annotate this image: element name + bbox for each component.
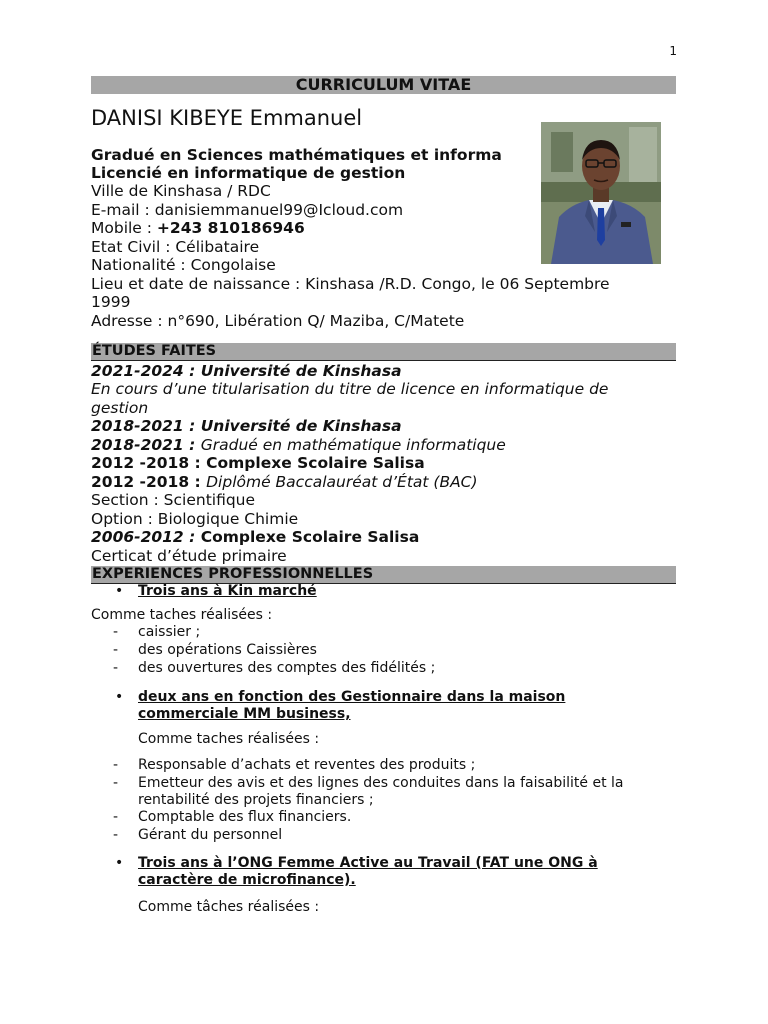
email-label: E-mail : bbox=[91, 201, 155, 219]
city: Ville de Kinshasa / RDC bbox=[91, 182, 271, 200]
page-number: 1 bbox=[669, 44, 677, 58]
mobile-label: Mobile : bbox=[91, 219, 157, 237]
headline-2: Licencié en informatique de gestion bbox=[91, 164, 406, 182]
dash-icon: - bbox=[113, 624, 119, 640]
email-line bbox=[91, 201, 403, 220]
job-2-title-2: commerciale MM business, bbox=[138, 706, 351, 722]
person-name: DANISI KIBEYE Emmanuel bbox=[91, 106, 363, 130]
birth-line-2: 1999 bbox=[91, 293, 131, 311]
study-section: Section : Scientifique bbox=[91, 491, 256, 509]
mobile-line bbox=[91, 219, 305, 238]
study-2: 2018-2021 : Université de Kinshasa bbox=[91, 417, 402, 435]
job-1-title: Trois ans à Kin marché bbox=[138, 583, 317, 599]
dash-icon: - bbox=[113, 642, 119, 658]
study-4: 2012 -2018 : Complexe Scolaire Salisa bbox=[91, 454, 425, 472]
job-1-task: des ouvertures des comptes des fidélités ; bbox=[138, 660, 436, 676]
dash-icon: - bbox=[113, 757, 119, 773]
job-3-title-1: Trois ans à l’ONG Femme Active au Travail (FAT une ONG à bbox=[138, 855, 598, 871]
headline-1: Gradué en Sciences mathématiques et informa bbox=[91, 146, 502, 164]
study-6-desc: Certicat d’étude primaire bbox=[91, 547, 287, 565]
job-1-tasks-label: Comme taches réalisées : bbox=[91, 607, 273, 623]
study-option: Option : Biologique Chimie bbox=[91, 510, 299, 528]
profile-photo bbox=[541, 122, 661, 264]
address: Adresse : n°690, Libération Q/ Maziba, C/Matete bbox=[91, 312, 465, 330]
job-2-task: Responsable d’achats et reventes des produits ; bbox=[138, 757, 476, 773]
study-6: 2006-2012 : Complexe Scolaire Salisa bbox=[91, 528, 420, 546]
mobile-value: +243 810186946 bbox=[156, 219, 305, 237]
job-2-task-cont: rentabilité des projets financiers ; bbox=[138, 792, 374, 808]
job-3-title-2: caractère de microfinance). bbox=[138, 872, 356, 888]
email-value: danisiemmanuel99@Icloud.com bbox=[154, 201, 404, 219]
job-2-task: Gérant du personnel bbox=[138, 827, 283, 843]
dash-icon: - bbox=[113, 775, 119, 791]
birth-line-1: Lieu et date de naissance : Kinshasa /R.D. Congo, le 06 Septembre bbox=[91, 275, 610, 293]
dash-icon: - bbox=[113, 827, 119, 843]
job-1-task: des opérations Caissières bbox=[138, 642, 317, 658]
job-2-task: Emetteur des avis et des lignes des conduites dans la faisabilité et la bbox=[138, 775, 624, 791]
job-3-tasks-label: Comme tâches réalisées : bbox=[138, 899, 320, 915]
section-studies-heading: ÉTUDES FAITES bbox=[91, 343, 676, 361]
section-experience-heading: EXPERIENCES PROFESSIONNELLES bbox=[91, 566, 676, 584]
dash-icon: - bbox=[113, 809, 119, 825]
study-1: 2021-2024 : Université de Kinshasa bbox=[91, 362, 402, 380]
bullet-icon: • bbox=[115, 855, 124, 871]
job-1-task: caissier ; bbox=[138, 624, 201, 640]
civil-status: Etat Civil : Célibataire bbox=[91, 238, 260, 256]
bullet-icon: • bbox=[115, 583, 124, 599]
study-1-desc-1: En cours d’une titularisation du titre de licence en informatique de bbox=[91, 380, 609, 398]
job-2-tasks-label: Comme taches réalisées : bbox=[138, 731, 320, 747]
study-5: 2012 -2018 : Diplômé Baccalauréat d’État (BAC) bbox=[91, 473, 478, 491]
study-1-desc-2: gestion bbox=[91, 399, 149, 417]
dash-icon: - bbox=[113, 660, 119, 676]
job-2-task: Comptable des flux financiers. bbox=[138, 809, 352, 825]
bullet-icon: • bbox=[115, 689, 124, 705]
study-3: 2018-2021 : Gradué en mathématique informatique bbox=[91, 436, 506, 454]
job-2-title-1: deux ans en fonction des Gestionnaire dans la maison bbox=[138, 689, 566, 705]
nationality: Nationalité : Congolaise bbox=[91, 256, 276, 274]
cv-title: CURRICULUM VITAE bbox=[91, 76, 676, 94]
